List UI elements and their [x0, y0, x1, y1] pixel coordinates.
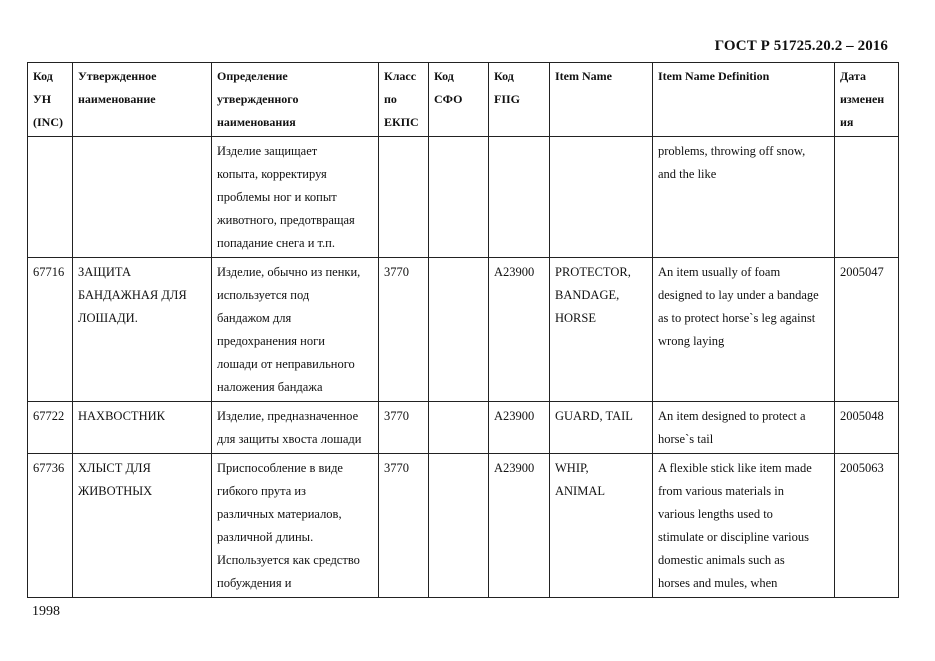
cell-fiig: A23900 — [489, 454, 550, 598]
table-row — [28, 137, 899, 258]
cell-class: 3770 — [379, 454, 429, 598]
header-cell-code: Код УН (INC) — [28, 63, 73, 137]
cell-name: ЗАЩИТА БАНДАЖНАЯ ДЛЯ ЛОШАДИ. — [73, 258, 212, 402]
cell-code — [28, 137, 73, 258]
cell-class: 3770 — [379, 402, 429, 454]
cell-class: 3770 — [379, 258, 429, 402]
cell-code: 67722 — [28, 402, 73, 454]
cell-sfo — [429, 258, 489, 402]
cell-fiig — [489, 137, 550, 258]
cell-definition: Изделие, обычно из пенки, используется под бандажом для предохранения ноги лошади от неправильного наложения бандажа — [212, 258, 379, 402]
cell-code: 67736 — [28, 454, 73, 598]
cell-item-name — [550, 137, 653, 258]
header-cell-date: Дата изменен ия — [835, 63, 899, 137]
cell-definition: Изделие, предназначенное для защиты хвоста лошади — [212, 402, 379, 454]
cell-item-definition: An item usually of foam designed to lay under a bandage as to protect horse`s leg against wrong laying — [653, 258, 835, 402]
cell-date: 2005047 — [835, 258, 899, 402]
table-header-row — [28, 63, 899, 137]
cell-item-definition: An item designed to protect a horse`s tail — [653, 402, 835, 454]
cell-item-name: PROTECTOR, BANDAGE, HORSE — [550, 258, 653, 402]
cell-item-name: WHIP, ANIMAL — [550, 454, 653, 598]
table-row — [28, 454, 899, 598]
header-cell-definition: Определение утвержденного наименования — [212, 63, 379, 137]
cell-name: НАХВОСТНИК — [73, 402, 212, 454]
cell-fiig: A23900 — [489, 258, 550, 402]
table-row — [28, 258, 899, 402]
page-number: 1998 — [32, 604, 60, 619]
cell-sfo — [429, 137, 489, 258]
table-row — [28, 402, 899, 454]
document-standard-header: ГОСТ Р 51725.20.2 – 2016 — [714, 38, 888, 54]
cell-class — [379, 137, 429, 258]
cell-definition: Изделие защищает копыта, корректируя проблемы ног и копыт животного, предотвращая попадание снега и т.п. — [212, 137, 379, 258]
cell-item-definition: A flexible stick like item made from various materials in various lengths used to stimulate or discipline various domestic animals such as horses and mules, when — [653, 454, 835, 598]
header-cell-name: Утвержденное наименование — [73, 63, 212, 137]
cell-sfo — [429, 402, 489, 454]
cell-item-name: GUARD, TAIL — [550, 402, 653, 454]
cell-code: 67716 — [28, 258, 73, 402]
cell-definition: Приспособление в виде гибкого прута из различных материалов, различной длины. Используется как средство побуждения и — [212, 454, 379, 598]
header-cell-item-definition: Item Name Definition — [653, 63, 835, 137]
header-cell-class: Класс по ЕКПС — [379, 63, 429, 137]
cell-fiig: A23900 — [489, 402, 550, 454]
cell-name: ХЛЫСТ ДЛЯ ЖИВОТНЫХ — [73, 454, 212, 598]
cell-item-definition: problems, throwing off snow, and the like — [653, 137, 835, 258]
header-cell-item-name: Item Name — [550, 63, 653, 137]
cell-date — [835, 137, 899, 258]
header-cell-sfo: Код СФО — [429, 63, 489, 137]
catalog-table — [27, 62, 899, 598]
cell-date: 2005063 — [835, 454, 899, 598]
cell-name — [73, 137, 212, 258]
header-cell-fiig: Код FIIG — [489, 63, 550, 137]
cell-date: 2005048 — [835, 402, 899, 454]
cell-sfo — [429, 454, 489, 598]
